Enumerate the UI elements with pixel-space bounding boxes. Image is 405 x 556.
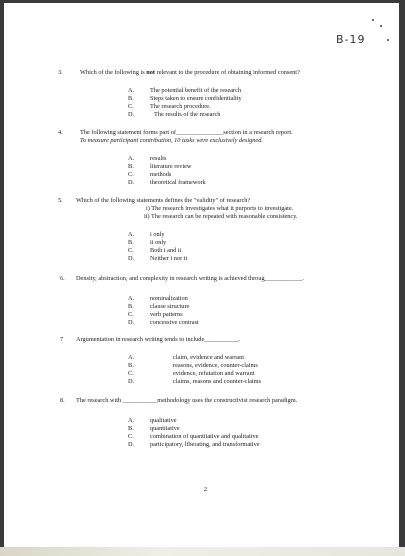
statement-i: i) The research investigates what it purports to investigate. <box>146 205 294 212</box>
question-number: 8. <box>60 397 65 404</box>
bold-word: not <box>146 69 156 76</box>
ink-speck <box>380 25 382 27</box>
page-number: 2 <box>204 486 208 493</box>
scan-edge-strip <box>0 547 405 556</box>
question-text: Which of the following statements defines the "validity" of research? <box>76 197 251 204</box>
statement-ii: ii) The research can be repeated with reasonable consistency. <box>144 213 298 220</box>
question-number: 4. <box>58 129 63 136</box>
question-number: 3. <box>58 69 63 76</box>
question-text: Which of the following is not relevant to the procedure of obtaining informed consent? <box>80 69 300 76</box>
ink-speck <box>387 39 389 41</box>
question-number: 6. <box>60 275 65 282</box>
question-text: The following statement forms part of_______________section in a research report. <box>80 129 293 136</box>
question-number: 7 <box>60 336 64 343</box>
question-text: Density, abstraction, and complexity in research writing is achieved throug____________. <box>76 275 304 282</box>
question-number: 5. <box>58 197 63 204</box>
ink-speck <box>372 19 374 21</box>
question-subtext: To measure participant contribution, 10 tasks were exclusively designed. <box>80 137 263 144</box>
question-text: Argumentation in research writing tends to include___________. <box>76 336 241 343</box>
exam-page: B-19 3. Which of the following is not relevant to the procedure of obtaining informed consent? A. The potential benefit of the research B. Steps taken to ensure confidentiality C. The research procedure. D. The results of the research 4. The following statement forms part of_______________section in a research report. To measure participant contribution, 10 tasks were exclusively designed. A. results B. literature review C. methods D. theoretical framework 5. Which of the following statements defines the "validity" of research? i) The research investigates what it purports to investigate. ii) The research can be repeated with reasonable consistency. A. i only B. ii only C. Both i and ii D. Neither i nor ii 6. Density, abstraction, and complexity in research writing is achieved throug____________. A. nominalization B. clause structure C. verb patterns D. concessive contrast 7 Argumentation in research writing tends to include___________. A. claim, evidence and warrant B. reasons, evidence, counter-claims C. evidence, refutation and warrant D. claims, reasons and counter-claims 8. The research with ___________methodology uses the constructivist research paradigm. A. qualitative B. quantitative C. combination of quantitative and qualitative D. participatory, liberating, and transformative 2 <box>4 3 399 547</box>
handwritten-page-code: B-19 <box>336 33 366 46</box>
question-text: The research with ___________methodology uses the constructivist research paradigm. <box>76 397 298 404</box>
